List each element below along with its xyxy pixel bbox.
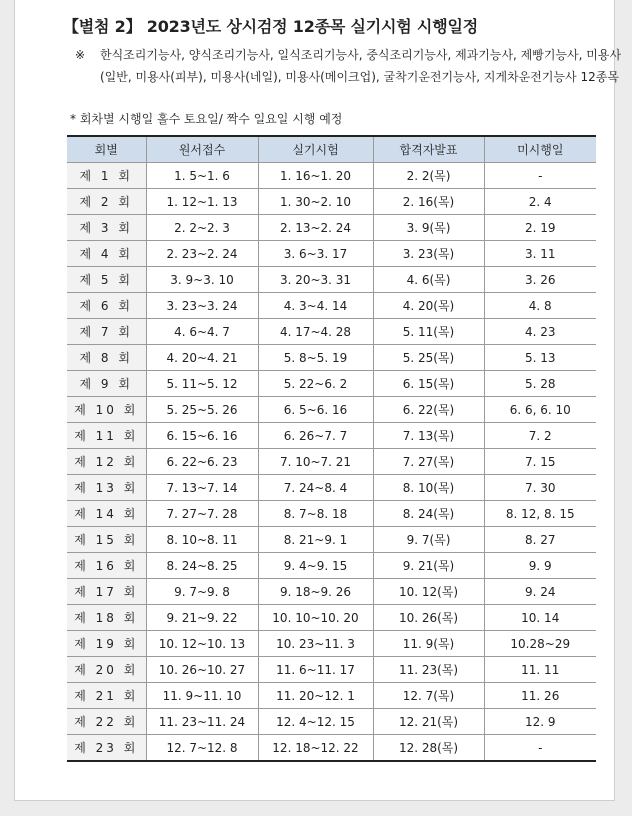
note-mark: ※ (75, 48, 86, 62)
exam-cell: 12. 18~12. 22 (258, 735, 373, 762)
round-cell: 제 13 회 (67, 475, 146, 501)
application-cell: 10. 12~10. 13 (146, 631, 258, 657)
table-row (67, 163, 596, 189)
exam-cell: 7. 24~8. 4 (258, 475, 373, 501)
no-exam-cell: 10.28~29 (484, 631, 596, 657)
table-row (67, 215, 596, 241)
no-exam-cell: 8. 27 (484, 527, 596, 553)
no-exam-cell: 12. 9 (484, 709, 596, 735)
no-exam-cell: 11. 11 (484, 657, 596, 683)
application-cell: 8. 10~8. 11 (146, 527, 258, 553)
result-cell: 4. 20(목) (373, 293, 484, 319)
no-exam-cell: 9. 24 (484, 579, 596, 605)
application-cell: 5. 25~5. 26 (146, 397, 258, 423)
no-exam-cell: 10. 14 (484, 605, 596, 631)
result-cell: 12. 28(목) (373, 735, 484, 762)
round-cell: 제 23 회 (67, 735, 146, 762)
exam-cell: 3. 6~3. 17 (258, 241, 373, 267)
table-row (67, 189, 596, 215)
document-title: 【별첨 2】 2023년도 상시검정 12종목 실기시험 시행일정 (63, 17, 478, 36)
application-cell: 8. 24~8. 25 (146, 553, 258, 579)
result-cell: 2. 2(목) (373, 163, 484, 189)
exam-cell: 6. 5~6. 16 (258, 397, 373, 423)
schedule-subnote: * 회차별 시행일 홀수 토요일/ 짝수 일요일 시행 예정 (70, 112, 343, 126)
application-cell: 3. 9~3. 10 (146, 267, 258, 293)
round-cell: 제 7 회 (67, 319, 146, 345)
table-row (67, 449, 596, 475)
result-cell: 5. 25(목) (373, 345, 484, 371)
round-cell: 제 8 회 (67, 345, 146, 371)
round-cell: 제 10 회 (67, 397, 146, 423)
round-cell: 제 6 회 (67, 293, 146, 319)
table-row (67, 345, 596, 371)
application-cell: 7. 13~7. 14 (146, 475, 258, 501)
no-exam-cell: 2. 19 (484, 215, 596, 241)
result-cell: 2. 16(목) (373, 189, 484, 215)
result-cell: 10. 26(목) (373, 605, 484, 631)
round-cell: 제 2 회 (67, 189, 146, 215)
table-row (67, 475, 596, 501)
exam-cell: 7. 10~7. 21 (258, 449, 373, 475)
no-exam-cell: 5. 13 (484, 345, 596, 371)
application-cell: 4. 6~4. 7 (146, 319, 258, 345)
table-header-row (67, 136, 596, 163)
table-row (67, 657, 596, 683)
result-cell: 9. 7(목) (373, 527, 484, 553)
no-exam-cell: 3. 11 (484, 241, 596, 267)
exam-cell: 6. 26~7. 7 (258, 423, 373, 449)
result-cell: 9. 21(목) (373, 553, 484, 579)
round-cell: 제 12 회 (67, 449, 146, 475)
exam-cell: 4. 17~4. 28 (258, 319, 373, 345)
application-cell: 7. 27~7. 28 (146, 501, 258, 527)
exam-cell: 1. 30~2. 10 (258, 189, 373, 215)
exam-cell: 1. 16~1. 20 (258, 163, 373, 189)
application-cell: 9. 7~9. 8 (146, 579, 258, 605)
table-row (67, 423, 596, 449)
result-cell: 4. 6(목) (373, 267, 484, 293)
exam-cell: 8. 21~9. 1 (258, 527, 373, 553)
result-cell: 11. 23(목) (373, 657, 484, 683)
application-cell: 3. 23~3. 24 (146, 293, 258, 319)
no-exam-cell: - (484, 163, 596, 189)
round-cell: 제 18 회 (67, 605, 146, 631)
no-exam-cell: 7. 2 (484, 423, 596, 449)
result-cell: 10. 12(목) (373, 579, 484, 605)
no-exam-cell: 7. 30 (484, 475, 596, 501)
exam-cell: 12. 4~12. 15 (258, 709, 373, 735)
round-cell: 제 14 회 (67, 501, 146, 527)
application-cell: 11. 23~11. 24 (146, 709, 258, 735)
round-cell: 제 9 회 (67, 371, 146, 397)
result-cell: 11. 9(목) (373, 631, 484, 657)
round-cell: 제 4 회 (67, 241, 146, 267)
table-row (67, 579, 596, 605)
application-cell: 1. 12~1. 13 (146, 189, 258, 215)
round-cell: 제 22 회 (67, 709, 146, 735)
result-cell: 12. 7(목) (373, 683, 484, 709)
result-cell: 12. 21(목) (373, 709, 484, 735)
application-cell: 2. 2~2. 3 (146, 215, 258, 241)
exam-cell: 3. 20~3. 31 (258, 267, 373, 293)
no-exam-cell: 9. 9 (484, 553, 596, 579)
table-row (67, 267, 596, 293)
round-cell: 제 1 회 (67, 163, 146, 189)
exam-cell: 5. 8~5. 19 (258, 345, 373, 371)
round-cell: 제 21 회 (67, 683, 146, 709)
table-row (67, 501, 596, 527)
schedule-table (67, 135, 596, 762)
round-cell: 제 15 회 (67, 527, 146, 553)
table-row (67, 631, 596, 657)
application-cell: 6. 15~6. 16 (146, 423, 258, 449)
table-row (67, 371, 596, 397)
note-text: 한식조리기능사, 양식조리기능사, 일식조리기능사, 중식조리기능사, 제과기능사, 제빵기능사, 미용사(일반, 미용사(피부), 미용사(네일), 미용사(메이크업), 굴착기운전기능사, 지게차운전기능사 12종목 (100, 48, 622, 84)
header-result-announcement: 합격자발표 (373, 136, 484, 163)
exam-cell: 10. 10~10. 20 (258, 605, 373, 631)
table-row (67, 683, 596, 709)
exam-cell: 8. 7~8. 18 (258, 501, 373, 527)
application-cell: 9. 21~9. 22 (146, 605, 258, 631)
no-exam-cell: 11. 26 (484, 683, 596, 709)
application-cell: 5. 11~5. 12 (146, 371, 258, 397)
exam-cell: 9. 18~9. 26 (258, 579, 373, 605)
round-cell: 제 17 회 (67, 579, 146, 605)
result-cell: 8. 24(목) (373, 501, 484, 527)
no-exam-cell: 8. 12, 8. 15 (484, 501, 596, 527)
round-cell: 제 20 회 (67, 657, 146, 683)
header-round: 회별 (67, 136, 146, 163)
result-cell: 6. 22(목) (373, 397, 484, 423)
table-row (67, 709, 596, 735)
table-row (67, 527, 596, 553)
no-exam-cell: 5. 28 (484, 371, 596, 397)
no-exam-cell: 7. 15 (484, 449, 596, 475)
table-row (67, 605, 596, 631)
no-exam-cell: 4. 23 (484, 319, 596, 345)
target-items-note (75, 44, 623, 88)
no-exam-cell: - (484, 735, 596, 762)
result-cell: 8. 10(목) (373, 475, 484, 501)
no-exam-cell: 6. 6, 6. 10 (484, 397, 596, 423)
application-cell: 2. 23~2. 24 (146, 241, 258, 267)
application-cell: 4. 20~4. 21 (146, 345, 258, 371)
result-cell: 7. 13(목) (373, 423, 484, 449)
result-cell: 7. 27(목) (373, 449, 484, 475)
table-row (67, 397, 596, 423)
result-cell: 3. 9(목) (373, 215, 484, 241)
application-cell: 6. 22~6. 23 (146, 449, 258, 475)
application-cell: 11. 9~11. 10 (146, 683, 258, 709)
table-row (67, 241, 596, 267)
no-exam-cell: 3. 26 (484, 267, 596, 293)
exam-cell: 11. 20~12. 1 (258, 683, 373, 709)
document-page (14, 0, 622, 801)
exam-cell: 5. 22~6. 2 (258, 371, 373, 397)
table-row (67, 553, 596, 579)
round-cell: 제 19 회 (67, 631, 146, 657)
header-application: 원서접수 (146, 136, 258, 163)
application-cell: 12. 7~12. 8 (146, 735, 258, 762)
round-cell: 제 3 회 (67, 215, 146, 241)
no-exam-cell: 4. 8 (484, 293, 596, 319)
result-cell: 6. 15(목) (373, 371, 484, 397)
application-cell: 10. 26~10. 27 (146, 657, 258, 683)
round-cell: 제 5 회 (67, 267, 146, 293)
schedule-table-body (67, 163, 596, 762)
result-cell: 5. 11(목) (373, 319, 484, 345)
header-practical-exam: 실기시험 (258, 136, 373, 163)
exam-cell: 11. 6~11. 17 (258, 657, 373, 683)
header-no-exam-days: 미시행일 (484, 136, 596, 163)
round-cell: 제 11 회 (67, 423, 146, 449)
exam-cell: 9. 4~9. 15 (258, 553, 373, 579)
table-row (67, 735, 596, 762)
exam-cell: 10. 23~11. 3 (258, 631, 373, 657)
no-exam-cell: 2. 4 (484, 189, 596, 215)
application-cell: 1. 5~1. 6 (146, 163, 258, 189)
exam-cell: 4. 3~4. 14 (258, 293, 373, 319)
table-row (67, 319, 596, 345)
result-cell: 3. 23(목) (373, 241, 484, 267)
exam-cell: 2. 13~2. 24 (258, 215, 373, 241)
table-row (67, 293, 596, 319)
round-cell: 제 16 회 (67, 553, 146, 579)
